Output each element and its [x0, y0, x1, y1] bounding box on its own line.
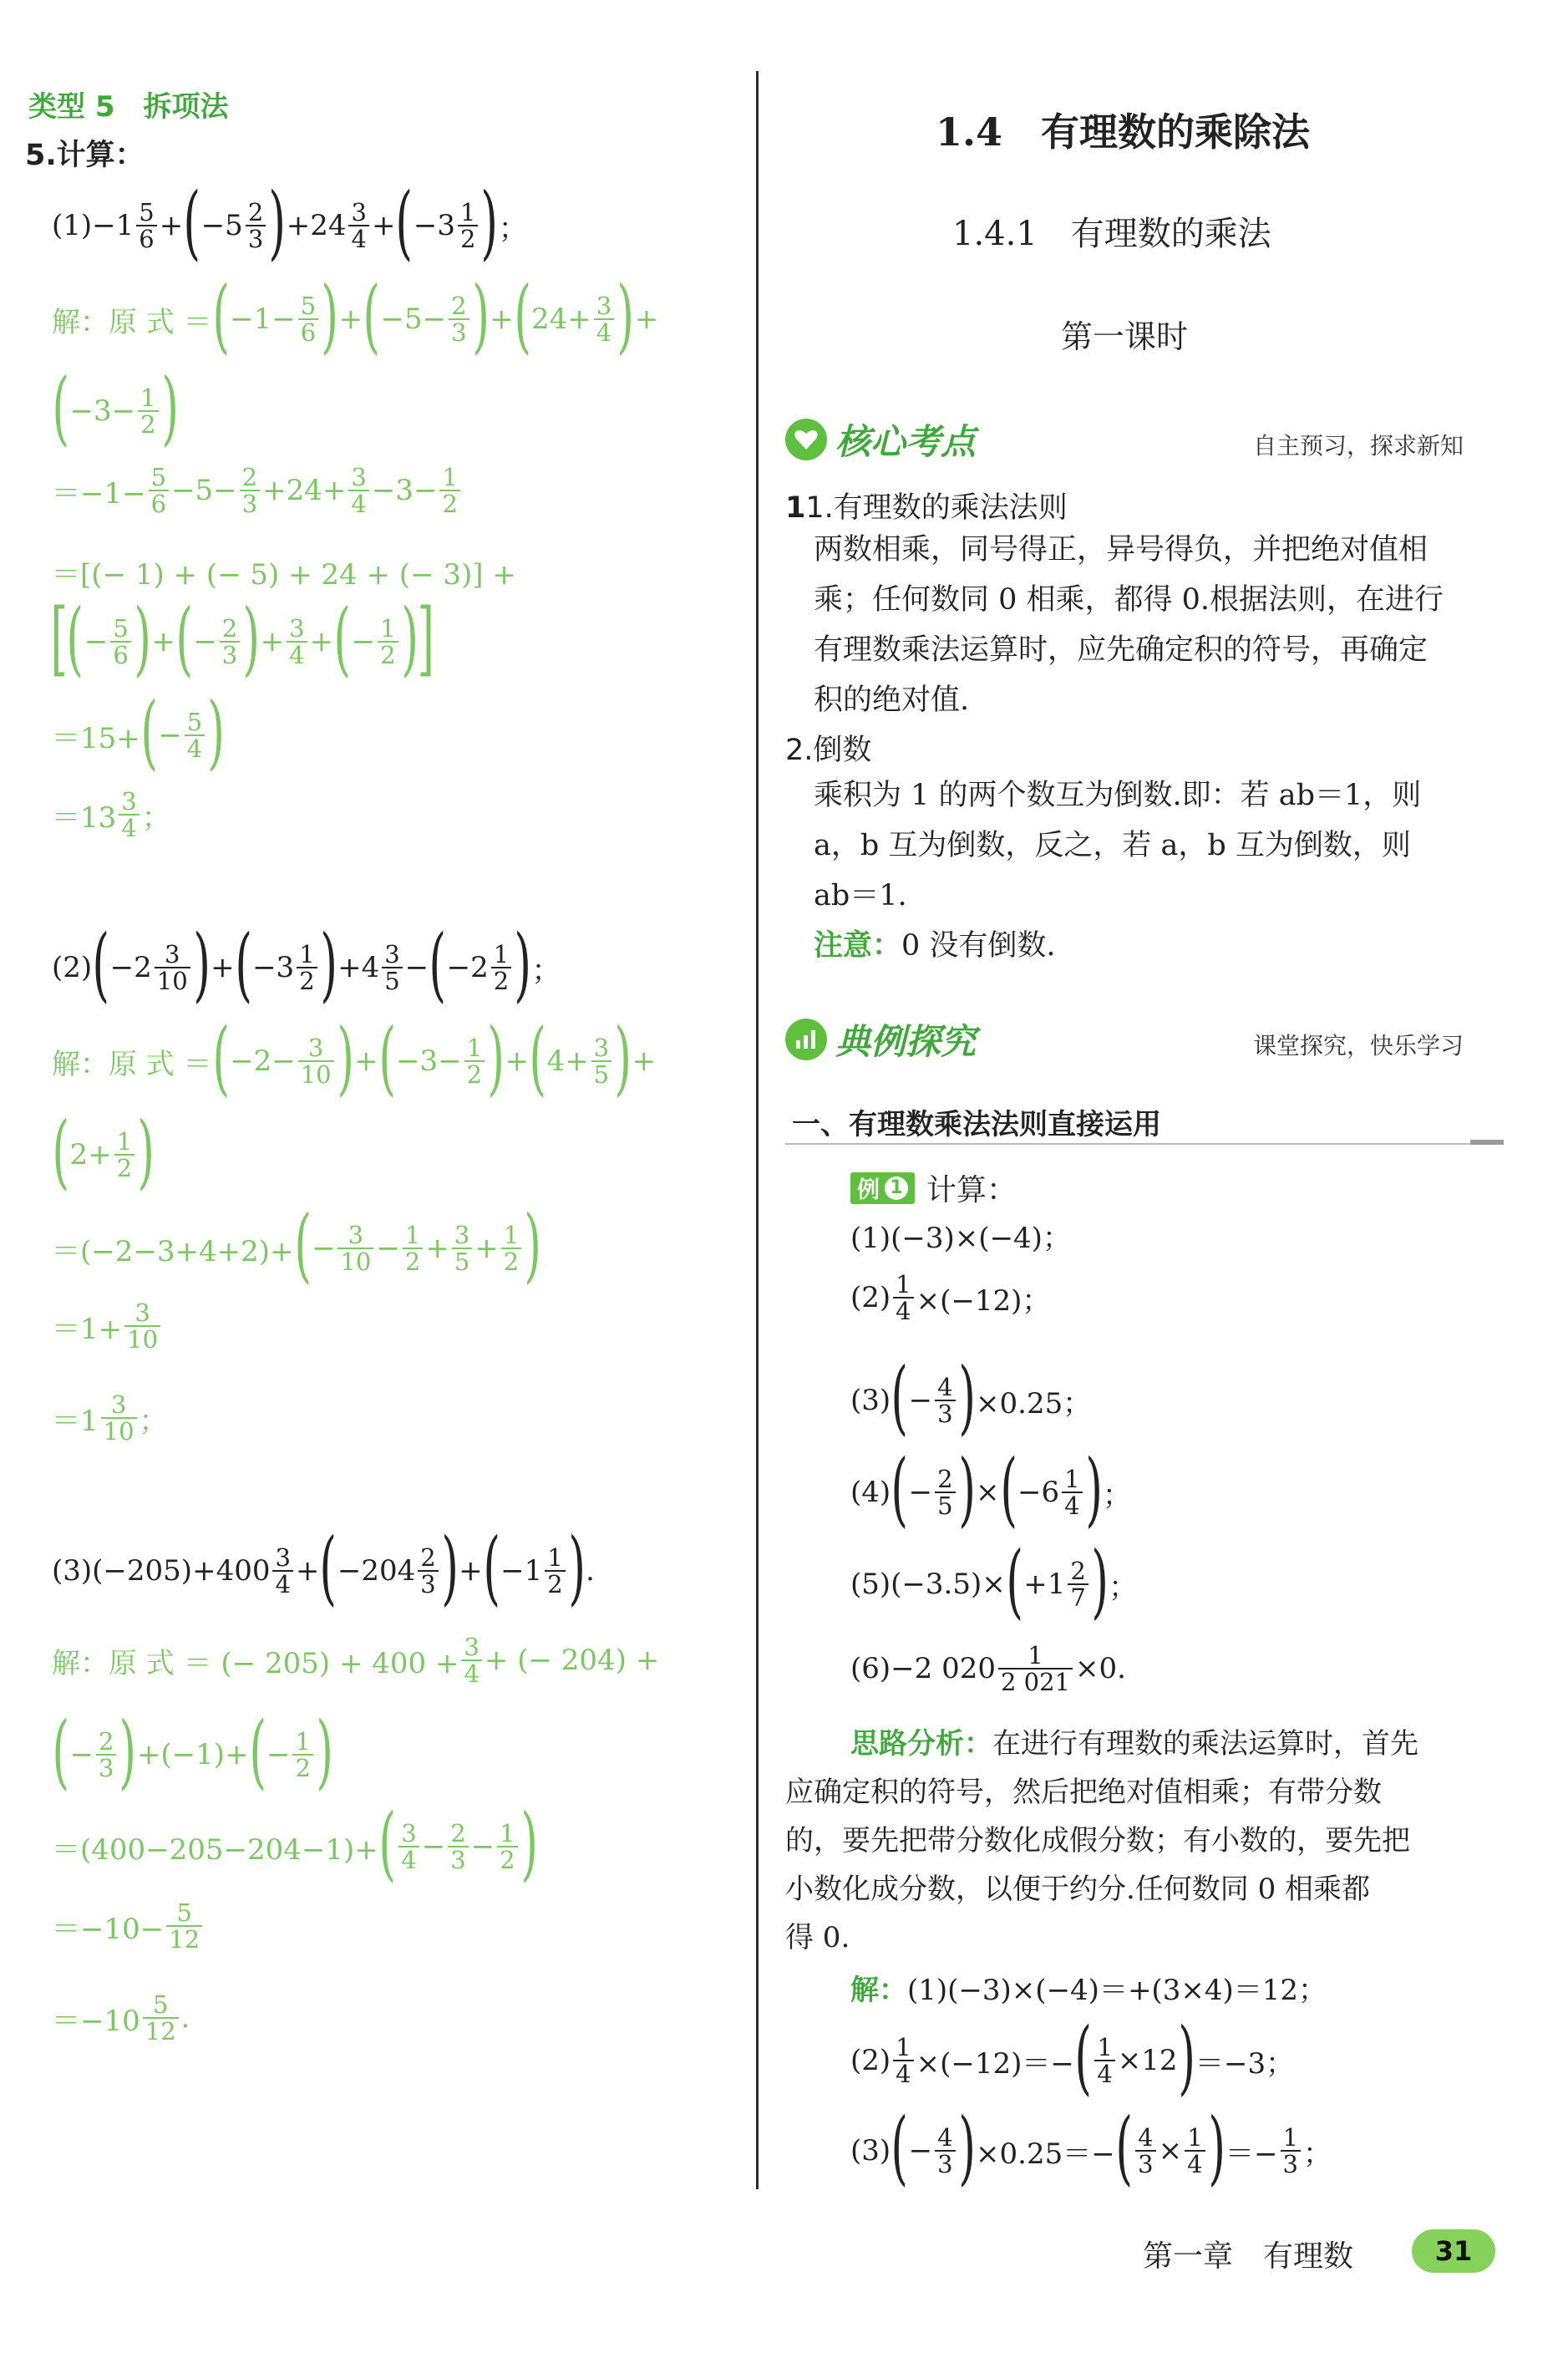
example-title: 典例探究	[835, 1021, 977, 1062]
p1-solution-line4: ＝[(− 1) + (− 5) + 24 + (− 3)] +	[52, 558, 516, 592]
p3-solution-line5: ＝−10 5 12 .	[52, 1990, 190, 2046]
ex-q6: (6)−2 020 $\frac{1}{2 021}$ ×0.	[850, 1641, 1126, 1697]
page-number: 31	[1412, 2229, 1495, 2273]
chart-icon	[785, 1019, 827, 1060]
p2-solution-line1: 解：原 式 ＝ ( −2− $\frac{3}{10}$ ) + ( −3− $\frac{1}{2}$ ) + ( 4+ $\frac{3}{5}$ ) +	[52, 1011, 656, 1105]
answer-1: 解： (1)(−3)×(−4)＝+(3×4)＝12；	[850, 1974, 1327, 2007]
heart-icon	[785, 419, 827, 460]
core-subtitle: 自主预习，探求新知	[1253, 432, 1464, 460]
right-column	[777, 0, 1529, 2256]
p1-solution-line5: [ ( − $\frac{5}{6}$ ) + ( − $\frac{2}{3}$ ) + $\frac{3}{4}$ + ( − $\frac{1}{2}$ ) ]	[50, 592, 435, 685]
section-title: 1.4 有理数的乘除法	[936, 109, 1311, 155]
p3-solution-line3: ＝(400−205−204−1)+ ( 3 4 − $\frac{2}{3}$ − $\frac{1}{2}$ )	[52, 1797, 538, 1890]
p1-question: (1)−1 5 6 + ( −5 2 3 ) +24 3 4 + ( −3 1 2 ) ；	[52, 175, 527, 269]
column-divider	[756, 71, 759, 2189]
topic-underline-accent	[1470, 1140, 1504, 1145]
p2-solution-line2: ( 2+ $\frac{1}{2}$ )	[52, 1105, 155, 1198]
ex-q4: (4) ( − $\frac{2}{5}$ ) × ( −6 1 4 ) ；	[850, 1442, 1132, 1536]
topic-heading: 一、有理数乘法法则直接运用	[792, 1108, 1161, 1141]
p2-solution-line3: ＝(−2−3+4+2)+ ( − $\frac{3}{10}$ − $\frac{1}{2}$ + $\frac{3}{5}$ + $\frac{1}{2}$ )	[52, 1198, 542, 1292]
rule-body: 两数相乘，同号得正，异号得负，并把绝对值相 乘；任何数同 0 相乘，都得 0.根据法则，在进行 有理数乘法运算时，应先确定积的符号，再确定 积的绝对值.	[814, 533, 1444, 717]
p1-solution-line3: ＝−1− $\frac{5}{6}$ −5− $\frac{2}{3}$ +24+ $\frac{3}{4}$ −3− $\frac{1}{2}$	[52, 465, 463, 517]
p1-solution-line6: ＝15+ ( − $\frac{5}{4}$ )	[52, 685, 226, 779]
ex-q3: (3) ( − $\frac{4}{3}$ ) ×0.25；	[850, 1350, 1092, 1444]
p1-solution-line2: ( −3− $\frac{1}{2}$ )	[52, 361, 179, 455]
rule-heading: 11.有理数的乘法法则	[785, 491, 1068, 525]
analysis: 思路分析：在进行有理数的乘法运算时，首先 应确定积的符号，然后把绝对值相乘；有带分数 的，要先把带分数化成假分数；有小数的，要先把 小数化成分数，以便于约分.任何数同 0 相乘都 得 0.	[785, 1727, 1418, 1954]
type-label: 类型 5 拆项法	[28, 90, 229, 124]
p3-solution-line4: ＝−10− $\frac{5}{12}$	[52, 1900, 205, 1953]
p2-solution-line4: ＝1+ $\frac{3}{10}$	[52, 1300, 163, 1353]
ex-q1: (1)(−3)×(−4)；	[850, 1222, 1071, 1255]
example-section-header	[785, 1014, 976, 1065]
answer-2: (2) $\frac{1}{4}$ ×(−12)＝− ( $\frac{1}{4}$ ×12 ) ＝−3；	[850, 2010, 1295, 2104]
ex-q2: (2) $\frac{1}{4}$ ×(−12)；	[850, 1270, 1051, 1326]
lesson-title: 第一课时	[1061, 318, 1189, 355]
p3-solution-line2: ( − $\frac{2}{3}$ ) +(−1)+ ( − $\frac{1}{2}$ )	[52, 1705, 333, 1798]
subsection-title: 1.4.1 有理数的乘法	[952, 215, 1271, 253]
reciprocal-heading: 2.倒数	[785, 734, 872, 767]
p1-solution-line7: ＝13 3 4 ；	[52, 787, 170, 843]
ex-q5: (5)(−3.5)× ( +1 2 7 ) ；	[850, 1534, 1138, 1628]
p2-question: (2) ( −2 3 10 ) + ( −3 1 2 ) +4 3 5 − ( −2 1 2 ) ；	[52, 917, 561, 1011]
footer-chapter: 第一章 有理数	[1143, 2239, 1354, 2274]
p1-solution-line1: 解：原 式 ＝ ( −1− $\frac{5}{6}$ ) + ( −5− $\frac{2}{3}$ ) + ( 24+ $\frac{3}{4}$ ) +	[52, 269, 659, 363]
core-section-header	[785, 414, 976, 465]
example-badge: 例 1	[850, 1172, 915, 1204]
example-subtitle: 课堂探究，快乐学习	[1253, 1032, 1464, 1060]
left-column	[0, 0, 752, 2256]
core-title: 核心考点	[835, 421, 977, 462]
note: 注意：0 没有倒数.	[814, 929, 1056, 963]
topic-underline	[785, 1143, 1504, 1145]
p2-solution-line5: ＝1 3 10 ；	[52, 1390, 168, 1446]
problem-label: 5.计算：	[25, 139, 145, 172]
p3-solution-line1: 解：原 式 ＝ (− 205) + 400 + $\frac{3}{4}$ + (− 204) +	[52, 1633, 660, 1689]
reciprocal-body: 乘积为 1 的两个数互为倒数.即：若 ab＝1，则 a，b 互为倒数，反之，若 a，b 互为倒数，则 ab＝1.	[814, 779, 1422, 912]
example-1-header: 例 1 计算：	[850, 1166, 1017, 1209]
p3-question: (3)(−205)+400 3 4 + ( −204 2 3 ) + ( −1 1 2 ) .	[52, 1521, 595, 1614]
answer-3: (3) ( − $\frac{4}{3}$ ) ×0.25＝− ( $\frac{4}{3}$ × $\frac{1}{4}$ ) ＝− $\frac{1}{3}$ ；	[850, 2101, 1332, 2194]
